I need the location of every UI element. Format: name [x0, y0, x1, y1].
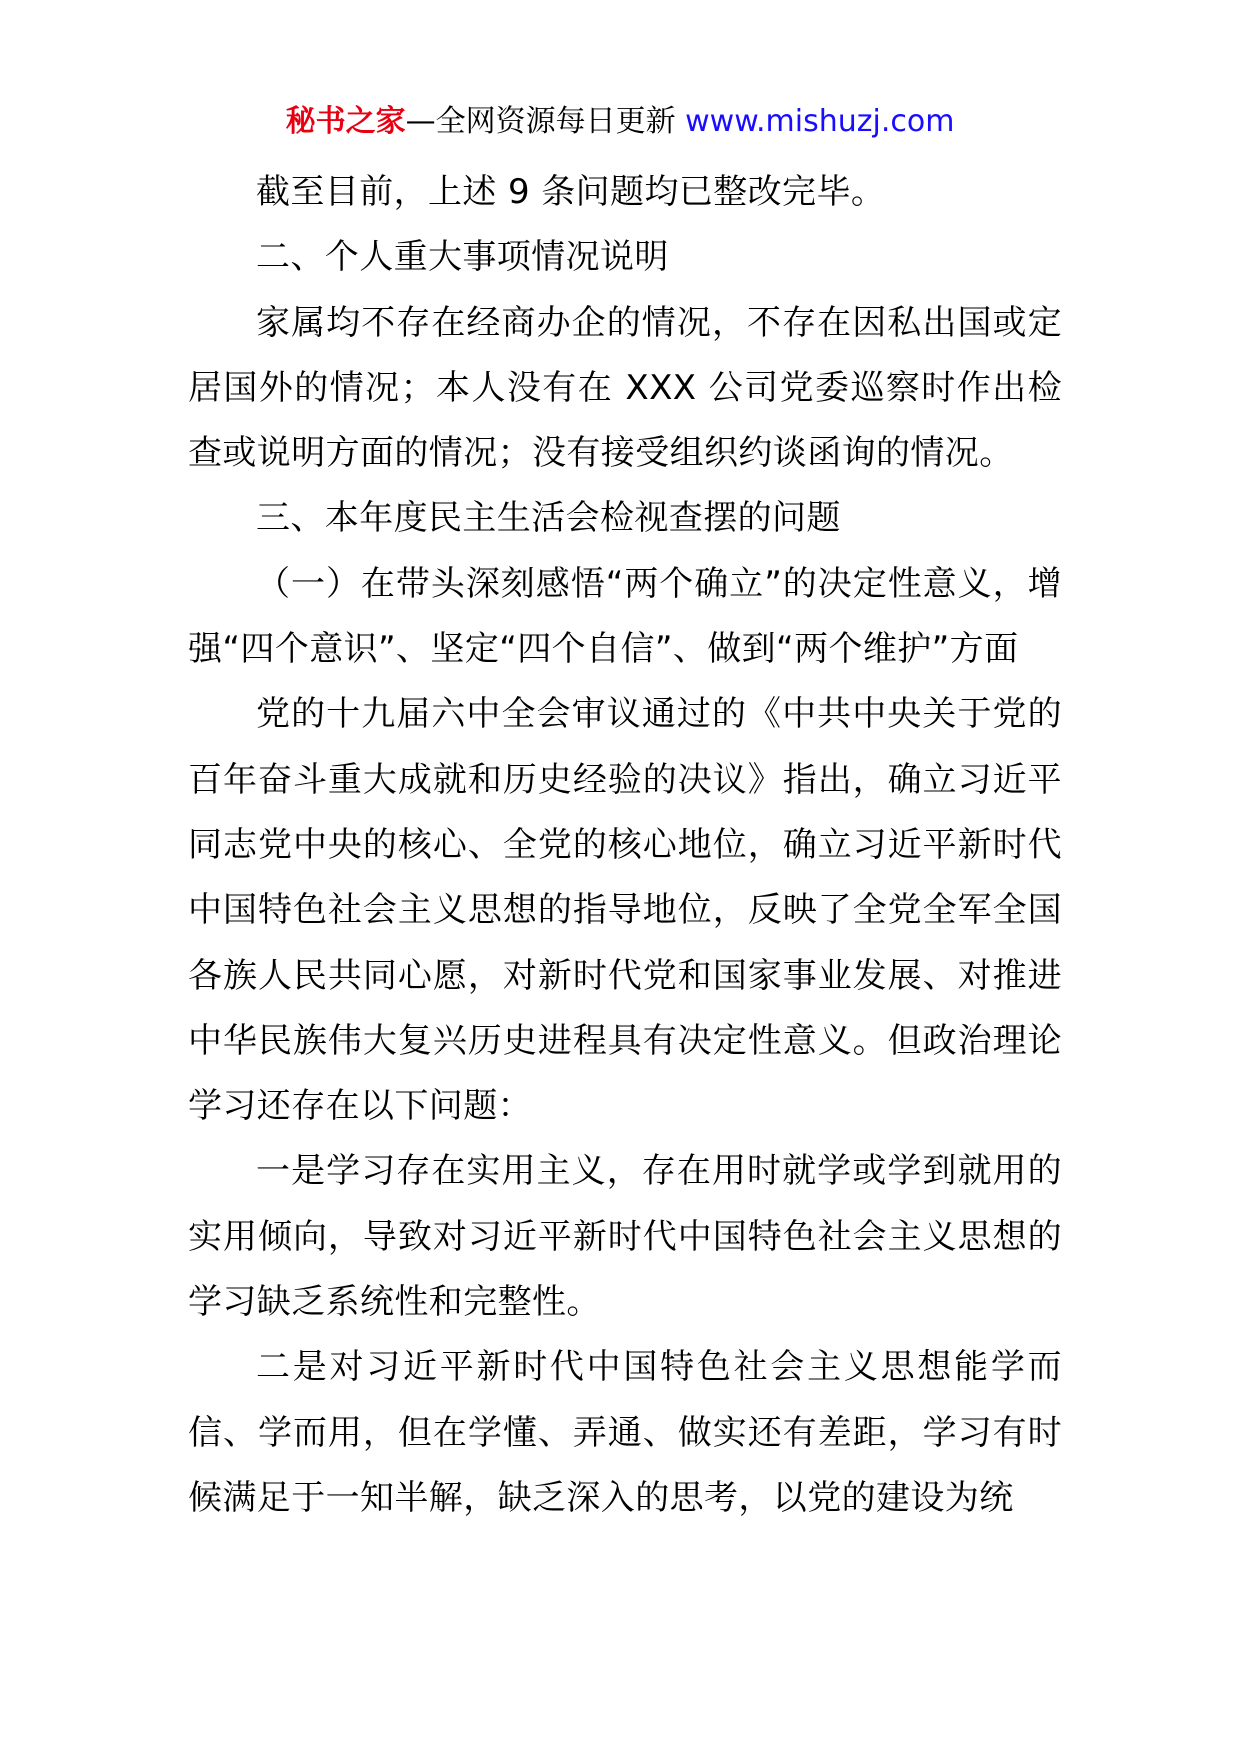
site-url-link[interactable]: www.mishuzj.com	[685, 104, 955, 139]
paragraph-personal-matters: 家属均不存在经商办企的情况，不存在因私出国或定居国外的情况；本人没有在 XXX 公司党委巡察时作出检查或说明方面的情况；没有接受组织约谈函询的情况。	[188, 302, 1062, 474]
brand-name: 秘书之家	[285, 104, 406, 139]
paragraph-issue-two: 二是对习近平新时代中国特色社会主义思想能学而信、学而用，但在学懂、弄通、做实还有差距，学习有时候满足于一知半解，缺乏深入的思考，以党的建设为统	[188, 1347, 1062, 1518]
paragraph-rectification-status: 截至目前，上述 9 条问题均已整改完毕。	[256, 172, 886, 212]
paragraph-resolution: 党的十九届六中全会审议通过的《中共中央关于党的百年奋斗重大成就和历史经验的决议》指出，确立习近平同志党中央的核心、全党的核心地位，确立习近平新时代中国特色社会主义思想的指导地位，反映了全党全军全国各族人民共同心愿，对新时代党和国家事业发展、对推进中华民族伟大复兴历史进程具有决定性意义。但政治理论学习还存在以下问题：	[188, 694, 1062, 1127]
section-heading-review-issues: 三、本年度民主生活会检视查摆的问题	[256, 498, 841, 539]
header-slogan: —全网资源每日更新	[405, 104, 686, 139]
site-header	[0, 100, 1240, 144]
subsection-heading-one: （一）在带头深刻感悟“两个确立”的决定性意义，增强“四个意识”、坚定“四个自信”、做到“两个维护”方面	[188, 563, 1062, 670]
document-body	[188, 160, 1062, 1531]
section-heading-personal-matters: 二、个人重大事项情况说明	[256, 237, 669, 278]
paragraph-issue-one: 一是学习存在实用主义，存在用时就学或学到就用的实用倾向，导致对习近平新时代中国特色社会主义思想的学习缺乏系统性和完整性。	[188, 1151, 1062, 1323]
